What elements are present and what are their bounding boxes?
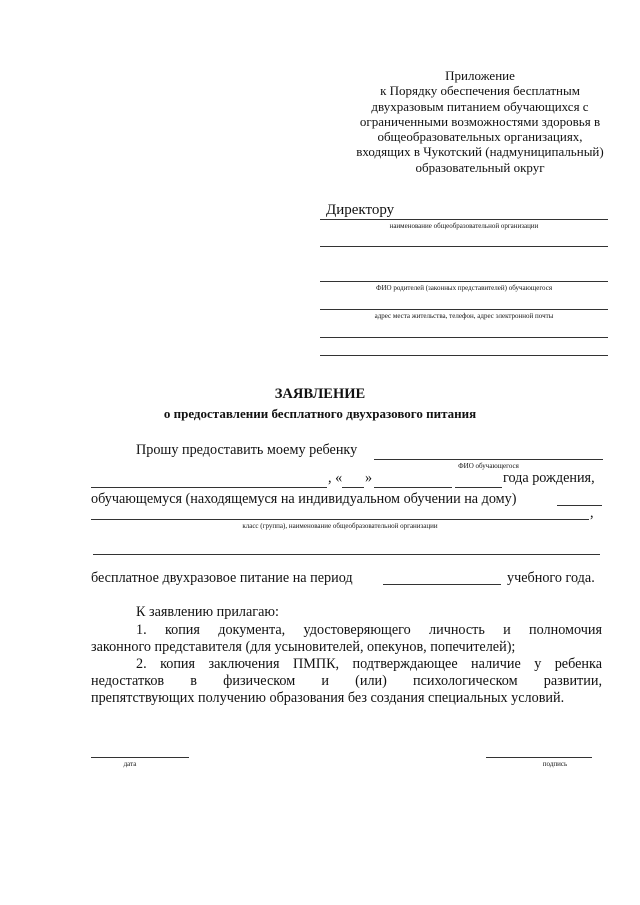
document-title: ЗАЯВЛЕНИЕ [274,386,366,402]
school-year-text: учебного года. [507,570,595,586]
signature-line[interactable] [486,757,592,758]
home-study-line[interactable] [557,505,602,506]
contact-line-2[interactable] [320,355,608,356]
appendix-line: входящих в Чукотский (надмуниципальный) [356,144,604,160]
signature-caption: подпись [542,760,568,768]
period-text: бесплатное двухразовое питание на период [91,570,353,586]
appendix-line: к Порядку обеспечения бесплатным [380,83,580,99]
appendix-line: общеобразовательных организациях, [377,129,583,145]
address-caption: адрес места жительства, телефон, адрес электронной почты [374,312,554,320]
appendix-note [320,68,640,175]
appendix-line: Приложение [445,68,515,83]
attachment-2-line-3: препятствующих получению образования без создания специальных условий. [91,690,565,706]
birth-year-line[interactable] [455,487,502,488]
attachment-2-line-1: 2. копия заключения ПМПК, подтверждающее наличие у ребенка [136,656,602,672]
class-org-comma: , [590,505,594,521]
studying-text: обучающемуся (находящемуся на индивидуальном обучении на дому) [91,491,517,507]
to-director-label: Директору [326,202,395,218]
contact-line-1[interactable] [320,337,608,338]
request-text: Прошу предоставить моему ребенку [136,442,358,458]
parent-name-line[interactable] [320,281,608,282]
attachment-1-line-1: 1. копия документа, удостоверяющего личность и полномочия [136,622,602,638]
child-name-continue-line[interactable] [91,487,327,488]
attachment-1-line-2: законного представителя (для усыновителей, опекунов, попечителей); [91,639,516,655]
child-caption: ФИО обучающегося [458,462,519,470]
appendix-line: двухразовым питанием обучающихся с [371,98,589,114]
birth-label: года рождения, [503,470,595,486]
document-subtitle: о предоставлении бесплатного двухразового питания [163,406,477,421]
director-org-line[interactable] [320,219,608,220]
extra-info-line[interactable] [93,554,600,555]
org-extra-line[interactable] [320,246,608,247]
birth-day-line[interactable] [342,487,364,488]
class-caption: класс (группа), наименование общеобразовательной организации [242,522,438,530]
birth-quote-close: » [365,470,373,486]
address-line[interactable] [320,309,608,310]
appendix-line: ограниченными возможностями здоровья в [359,113,601,129]
attachments-intro: К заявлению прилагаю: [136,604,279,620]
period-line[interactable] [383,584,501,585]
parent-caption: ФИО родителей (законных представителей) обучающегося [375,284,553,292]
class-org-line[interactable] [91,519,589,520]
date-line[interactable] [91,757,189,758]
date-caption: дата [123,760,137,768]
attachment-2-line-2: недостатков в физическом и (или) психологическом развитии, [91,673,602,689]
birth-month-line[interactable] [374,487,452,488]
child-name-line[interactable] [374,459,603,460]
birth-quote-open: , « [328,470,343,486]
org-caption: наименование общеобразовательной организации [389,222,539,230]
appendix-line: образовательный округ [415,159,545,175]
